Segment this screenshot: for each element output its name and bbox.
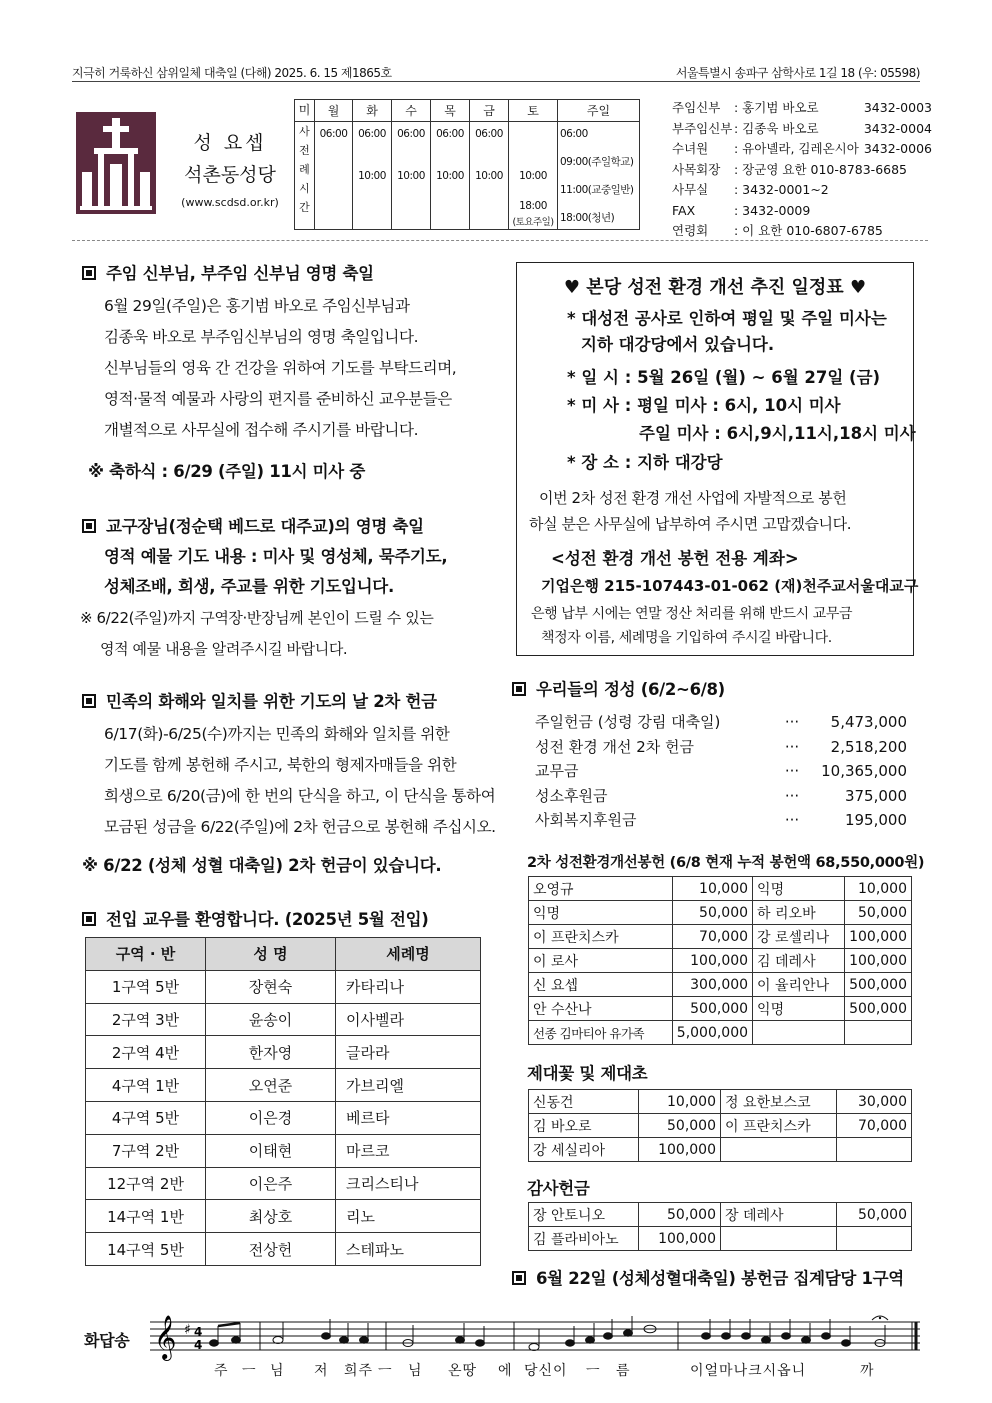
sec3-title: 민족의 화해와 일치를 위한 기도의 날 2차 헌금 [82,688,437,712]
duty-notice: 6월 22일 (성체성혈대축일) 봉헌금 집계담당 1구역 [512,1265,904,1289]
mass-schedule-table [294,99,640,230]
list-item: 주일헌금 (성령 강림 대축일) ··· 5,473,000 [535,713,907,731]
table-row: 1구역 5반 장현숙 카타리나 [86,970,481,1003]
offering-list [535,710,907,833]
day-sat: 토 [509,100,558,122]
sec2-note: ※ 6/22(주일)까지 구역장·반장님께 본인이 드릴 수 있는 영적 예물 내용을 알려주시길 바랍니다. [80,609,434,658]
renovation-line: 지하 대강당에서 있습니다. [581,335,775,354]
staff-row: 사목회장 : 장군영 요한 010-8783-6685 [672,161,908,177]
donation-title: 2차 성전환경개선봉헌 (6/8 현재 누적 봉헌액 68,550,000원) [527,855,925,871]
table-row: 2구역 4반 한자영 글라라 [86,1036,481,1069]
list-item: 성전 환경 개선 2차 헌금 ··· 2,518,200 [535,737,907,756]
table-row: 선종 김마티아 유가족 5,000,000 [529,1021,912,1045]
table-row: 김 플라비아노 100,000 [529,1227,912,1251]
tue-times: 06:00 10:00 [353,122,392,230]
table-row: 4구역 5반 이은경 베르타 [86,1101,481,1134]
day-fri: 금 [470,100,509,122]
thanks-title: 감사헌금 [527,1179,590,1198]
square-bullet-icon [512,682,526,696]
offering-title: 우리들의 정성 (6/2~6/8) [512,676,725,700]
bank-account: 기업은행 215-107443-01-062 (재)천주교서울대교구 [541,577,919,595]
sat-times: 10:00 18:00 (토요주일) [509,122,558,230]
schedule-label: 사 전 례 시 간 [295,122,315,230]
square-bullet-icon [82,519,96,533]
table-row: 12구역 2반 이은주 크리스티나 [86,1167,481,1200]
staff-row: 연령회 : 이 요한 010-6807-6785 [672,223,883,238]
mon-times: 06:00 [315,122,353,230]
table-row: 신 요셉 300,000 이 율리안나 500,000 [529,973,912,997]
thanks-table [528,1202,912,1251]
day-sun: 주일 [558,100,640,122]
table-row: 이 프란치스카 70,000 강 로셀리나 100,000 [529,925,912,949]
church-patron: 성 요셉 [193,132,267,154]
staff-directory [672,98,932,242]
svg-text:4: 4 [194,1325,203,1339]
renovation-note: 하실 분은 사무실에 납부하여 주시면 고맙겠습니다. [529,515,852,533]
list-item: 성소후원금 ··· 375,000 [535,786,907,805]
donation-table [528,876,912,1045]
church-address: 서울특별시 송파구 삼학사로 1길 18 (우: 05598) [675,66,920,80]
sec2-body: 영적 예물 기도 내용 : 미사 및 영성체, 묵주기도, 성체조배, 희생, 주교를 위한 기도입니다. [104,547,448,596]
staff-row: 주임신부 : 홍기범 바오로 3432-0003 [672,100,932,115]
day-tue: 화 [353,100,392,122]
church-website[interactable]: (www.scdsd.or.kr) [181,196,279,209]
table-row: 14구역 1반 최상호 리노 [86,1200,481,1233]
table-row: 익명 50,000 하 리오바 50,000 [529,901,912,925]
psalm-label: 화답송 [84,1331,130,1350]
renovation-mass: * 미 사 : 평일 미사 : 6시, 10시 미사 [567,396,841,415]
table-row: 김 바오로 50,000 이 프란치스카 70,000 [529,1114,912,1138]
square-bullet-icon [82,912,96,926]
sec3-note: ※ 6/22 (성체 성혈 대축일) 2차 헌금이 있습니다. [82,856,442,875]
renovation-title: ♥ 본당 성전 환경 개선 추진 일정표 ♥ [563,277,867,298]
sun-times: 06:00 09:00(주일학교) 11:00(교중일반) 18:00(청년) [558,122,640,230]
renovation-note: 이번 2차 성전 환경 개선 사업에 자발적으로 봉헌 [539,489,847,507]
renovation-place: * 장 소 : 지하 대강당 [567,453,723,472]
square-bullet-icon [512,1271,526,1285]
table-row: 2구역 3반 윤송이 이사벨라 [86,1003,481,1036]
bank-note: 책정자 이름, 세례명을 기입하여 주시길 바랍니다. [541,630,832,646]
issue-header [72,62,920,82]
renovation-date: * 일 시 : 5월 26일 (월) ~ 6월 27일 (금) [567,368,881,387]
church-parish-name: 석촌동성당 [184,164,276,186]
svg-text:♯: ♯ [184,1322,191,1338]
schedule-corner: 미 [295,100,315,122]
issue-info: 지극히 거룩하신 삼위일체 대축일 (다해) 2025. 6. 15 제1865호 [72,66,392,80]
square-bullet-icon [82,266,96,280]
sec1-title: 주임 신부님, 부주임 신부님 영명 축일 [82,260,374,284]
fri-times: 06:00 10:00 [470,122,509,230]
square-bullet-icon [82,694,96,708]
day-thu: 목 [431,100,470,122]
account-title: <성전 환경 개선 봉헌 전용 계좌> [551,549,799,568]
table-row: 4구역 1반 오연준 가브리엘 [86,1069,481,1102]
table-row: 안 수산나 500,000 익명 500,000 [529,997,912,1021]
renovation-mass-sunday: 주일 미사 : 6시,9시,11시,18시 미사 [639,424,916,443]
list-item: 교무금 ··· 10,365,000 [535,762,907,780]
table-row: 14구역 5반 전상헌 스테파노 [86,1233,481,1266]
staff-row: 수녀원 : 유아녤라, 김레온시아 3432-0006 [672,141,932,156]
sec1-body: 6월 29일(주일)은 홍기범 바오로 주임신부님과 김종욱 바오로 부주임신부님의 영명 축일입니다. 신부님들의 영육 간 건강을 위하여 기도를 부탁드리며, 영적·물적 예물과 사랑의 편지를 준비하신 교우분들은 개별적으로 사무실에 접수해 주시기를 바랍니다. [104,297,457,439]
psalm-lyrics: 주 ㅡ 님 저 희주 ㅡ 님 온땅 에 당신이 ㅡ 름 이얼마나크시옵니 까 [214,1363,875,1379]
renovation-line: * 대성전 공사로 인하여 평일 및 주일 미사는 [567,309,887,328]
wed-times: 06:00 10:00 [392,122,431,230]
table-row: 이 로사 100,000 김 데레사 100,000 [529,949,912,973]
sec2-title: 교구장님(정순택 베드로 대주교)의 영명 축일 [82,513,424,537]
svg-text:4: 4 [194,1338,203,1352]
day-mon: 월 [315,100,353,122]
table-row: 7구역 2반 이태현 마르코 [86,1134,481,1167]
altar-title: 제대꽃 및 제대초 [527,1064,648,1083]
thu-times: 06:00 10:00 [431,122,470,230]
church-logo-icon [76,112,156,214]
svg-text:𝄞: 𝄞 [154,1315,177,1359]
sec3-body: 6/17(화)-6/25(수)까지는 민족의 화해와 일치를 위한 기도를 함께 봉헌해 주시고, 북한의 형제자매들을 위한 희생으로 6/20(금)에 한 번의 단식을 하고, 이 단식을 통하여 모금된 성금을 6/22(주일)에 2차 헌금으로 봉헌해 주십시오. [104,725,496,836]
table-row: 강 세실리아 100,000 [529,1138,912,1162]
staff-row: FAX : 3432-0009 [672,202,811,218]
header-divider [72,240,928,241]
bank-note: 은행 납부 시에는 연말 정산 처리를 위해 반드시 교무금 [531,606,853,622]
sec1-note: ※ 축하식 : 6/29 (주일) 11시 미사 중 [88,462,366,481]
sec4-title: 전입 교우를 환영합니다. (2025년 5월 전입) [82,906,429,930]
list-item: 사회복지후원금 ··· 195,000 [535,811,907,829]
day-wed: 수 [392,100,431,122]
staff-row: 사무실 : 3432-0001~2 [672,182,829,197]
table-row: 장 안토니오 50,000 장 데레사 50,000 [529,1203,912,1227]
new-parishioners-table: 구역 · 반 성 명 세례명 1구역 5반 장현숙 카타리나 2구역 3반 윤송이 이사벨라 2구역 4반 한자영 글라라 4구역 1반 오연준 가브리엘 4구역 5반 이은경 베르타 7구역 2반 이태현 마르코 12구역 2반 이은주 크리스티나 14구역 1반 최상호 리노 14구역 5반 전상헌 스테파노 [85,937,481,1266]
renovation-schedule-box [516,262,919,656]
altar-table [528,1089,912,1162]
table-row: 신동건 10,000 정 요한보스코 30,000 [529,1090,912,1114]
table-row: 오영규 10,000 익명 10,000 [529,877,912,901]
staff-row: 부주임신부 : 김종욱 바오로 3432-0004 [672,120,932,136]
